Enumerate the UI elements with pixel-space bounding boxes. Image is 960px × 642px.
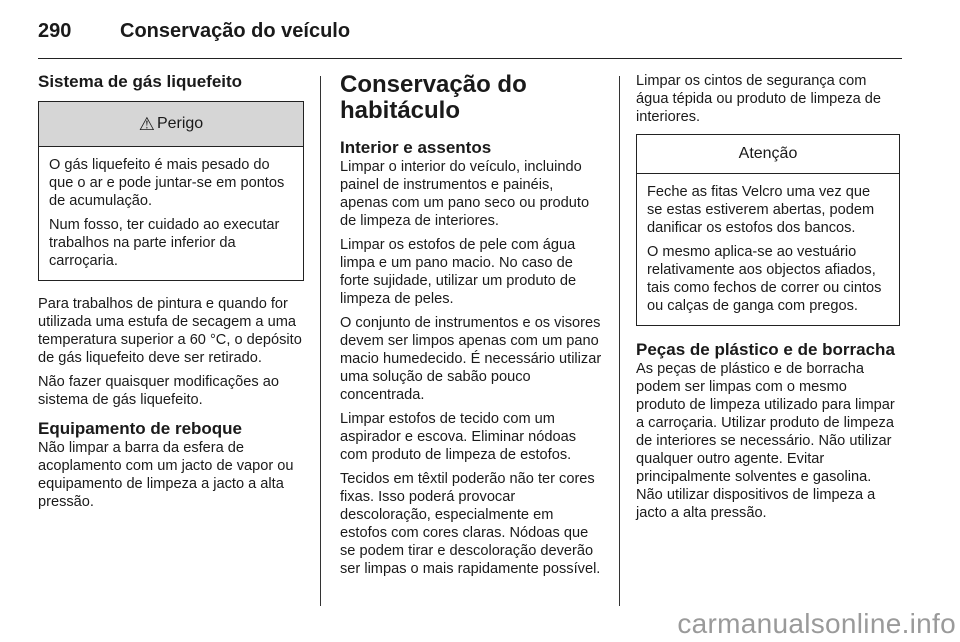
danger-paragraph: Num fosso, ter cuidado ao executar trabalhos na parte inferior da carroçaria. [49, 217, 280, 269]
danger-box [38, 101, 304, 281]
body-paragraph: Limpar o interior do veículo, incluindo painel de instrumentos e painéis, apenas com um pano seco ou produto de limpeza de interiores. [340, 159, 590, 229]
column-2 [340, 72, 604, 584]
danger-label: Perigo [156, 115, 204, 132]
page-number: 290 [38, 20, 72, 42]
danger-paragraph: O gás liquefeito é mais pesado do que o ar e pode juntar-se em pontos de acumulação. [49, 157, 285, 209]
column-3 [636, 72, 900, 528]
notice-box-body [637, 174, 899, 325]
danger-box-body [39, 147, 303, 280]
notice-box [636, 134, 900, 326]
danger-box-header [39, 102, 303, 147]
body-paragraph: Limpar os estofos de pele com água limpa e um pano macio. No caso de forte sujidade, utilizar um produto de limpeza de peles. [340, 237, 577, 307]
column-divider-2 [619, 76, 620, 606]
body-paragraph: O conjunto de instrumentos e os visores devem ser limpos apenas com um pano macio humedecido. É necessário utilizar uma solução de sabão pouco concentrada. [340, 315, 602, 403]
chapter-title: Conservação do habitáculo [340, 71, 527, 124]
column-divider-1 [320, 76, 321, 606]
body-paragraph: Limpar os cintos de segurança com água tépida ou produto de limpeza de interiores. [636, 73, 882, 125]
body-paragraph: Para trabalhos de pintura e quando for utilizada uma estufa de secagem a uma temperatura superior a 60 °C, o depósito de gás liquefeito deve ser retirado. [38, 296, 302, 366]
section-title-lpg: Sistema de gás liquefeito [38, 72, 243, 91]
page-title: Conservação do veículo [120, 20, 351, 42]
body-paragraph: Não limpar a barra da esfera de acoplamento com um jacto de vapor ou equipamento de limpeza a jacto a alta pressão. [38, 440, 294, 510]
body-paragraph: As peças de plástico e de borracha podem ser limpas com o mesmo produto de limpeza utilizado para limpar a carroçaria. Utilizar produto de limpeza de interiores se necessário. Não utilizar qualquer outro agente. Evitar principalmente solventes e gasolina. Não utilizar dispositivos de limpeza a jacto a alta pressão. [636, 361, 895, 521]
notice-paragraph: Feche as fitas Velcro uma vez que se estas estiverem abertas, podem danificar os estofos dos bancos. [647, 184, 875, 236]
section-title-towing: Equipamento de reboque [38, 419, 243, 438]
notice-box-header [637, 135, 899, 174]
body-paragraph: Não fazer quaisquer modificações ao sistema de gás liquefeito. [38, 374, 279, 408]
body-paragraph: Tecidos em têxtil poderão não ter cores fixas. Isso poderá provocar descoloração, especialmente em estofos com cores claras. Nódoas que se podem tirar e descoloração deverão ser limpas o mais rapidamente possível. [340, 471, 601, 577]
column-1 [38, 72, 304, 517]
subsection-title-plastics: Peças de plástico e de borracha [636, 340, 895, 359]
header-rule [38, 58, 902, 59]
subsection-title-interior: Interior e assentos [340, 138, 492, 157]
watermark-text: carmanualsonline.info [677, 608, 956, 639]
body-paragraph: Limpar estofos de tecido com um aspirador e escova. Eliminar nódoas com produto de limpeza de estofos. [340, 411, 577, 463]
page-header [38, 12, 918, 56]
warning-triangle-icon: ⚠ [138, 113, 155, 134]
notice-paragraph: O mesmo aplica-se ao vestuário relativamente aos objectos afiados, tais como fechos de correr ou cintos ou calças de ganga com pregos. [647, 244, 882, 314]
notice-label: Atenção [738, 145, 798, 162]
